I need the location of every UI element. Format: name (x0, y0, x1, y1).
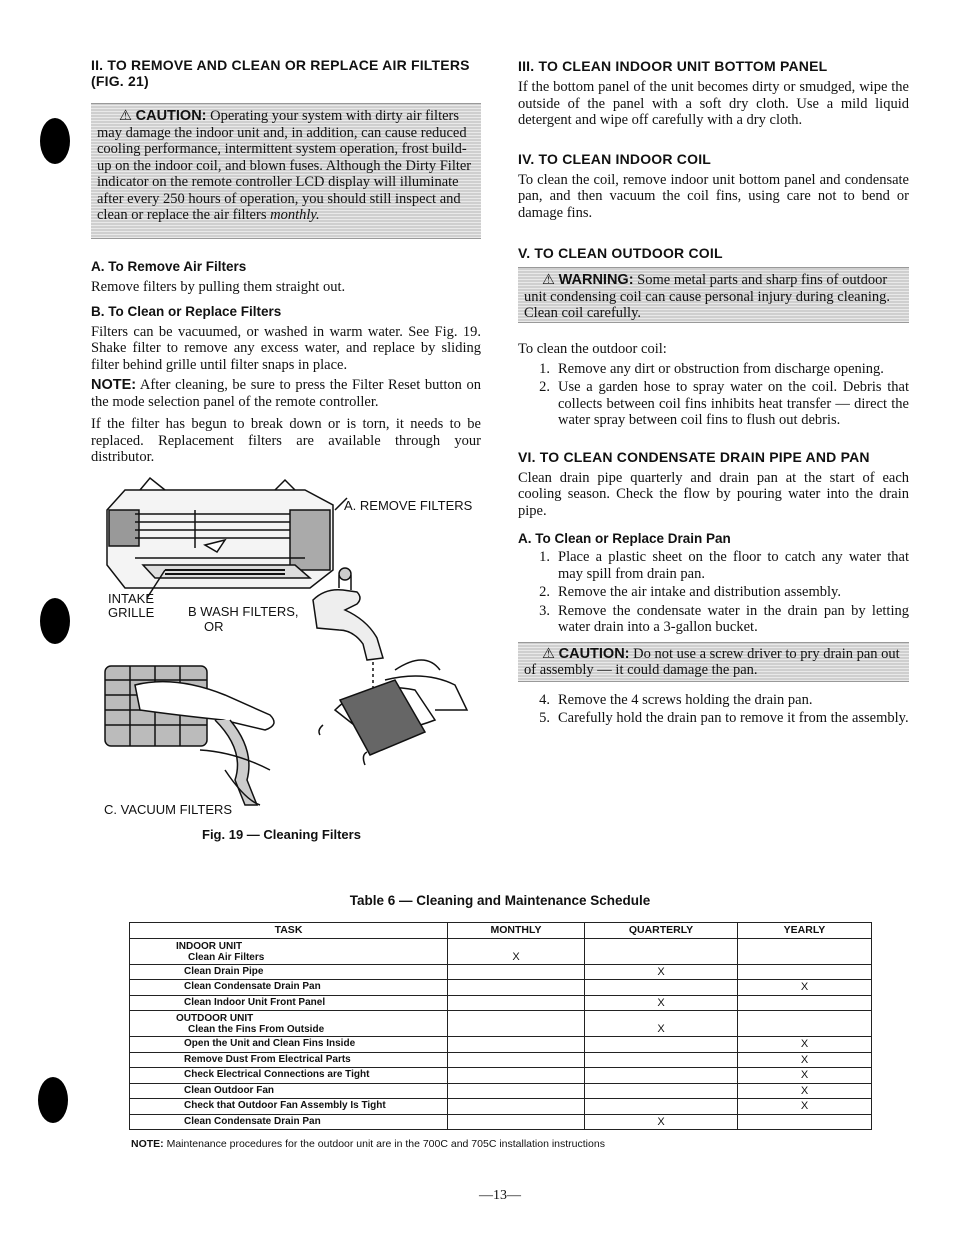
warning-text: Some metal parts and sharp fins of outdoor unit condensing coil can cause personal injury during cleaning. Clean coil carefully. (524, 272, 891, 321)
right-column (518, 58, 909, 729)
list-item: 4. Remove the 4 screws holding the drain pan. (539, 691, 813, 708)
table-row: INDOOR UNIT Clean Air Filters X (130, 938, 872, 964)
section-6a-steps (518, 549, 909, 636)
list-item: 3. Remove the condensate water in the drain pan by letting water drain into a 3-gallon bucket. (539, 602, 909, 635)
section-5-intro: To clean the outdoor coil: (518, 341, 667, 357)
col-monthly: MONTHLY (448, 923, 585, 939)
caution-icon: ⚠ (119, 108, 132, 124)
section-3-title: III. TO CLEAN INDOOR UNIT BOTTOM PANEL (518, 58, 828, 74)
caution-emphasis: monthly. (270, 207, 320, 223)
label-wash-filters: B WASH FILTERS, (188, 604, 299, 619)
subsection-b-text: Filters can be vacuumed, or washed in warm water. See Fig. 19. Shake filter to remove any excess water, and replace by sliding filter behind grille until filter snaps in place. (91, 323, 481, 373)
label-vacuum-filters: C. VACUUM FILTERS (104, 802, 233, 817)
caution-text: Do not use a screw driver to pry drain pan out of assembly — it could damage the pan. (524, 645, 900, 678)
warning-label: WARNING: (558, 272, 634, 288)
page-number: —13— (479, 1188, 521, 1203)
caution-icon: ⚠ (542, 645, 555, 662)
warning-icon: ⚠ (542, 272, 555, 288)
caution-box-filters (91, 103, 481, 239)
group-outdoor-unit: OUTDOOR UNIT (176, 1013, 254, 1024)
table-row: Check Electrical Connections are Tight X (130, 1068, 872, 1084)
table-header-row (130, 923, 872, 939)
table-note-text: Maintenance procedures for the outdoor unit are in the 700C and 705C installation instructions (166, 1138, 605, 1150)
note-paragraph: NOTE: After cleaning, be sure to press the Filter Reset button on the mode selection panel of the remote controller. (91, 377, 481, 410)
binder-hole-middle (40, 598, 70, 644)
table-row: OUTDOOR UNIT Clean the Fins From Outside X (130, 1011, 872, 1037)
figure-cleaning-filters (95, 470, 490, 850)
col-quarterly: QUARTERLY (585, 923, 738, 939)
section-5-title: V. TO CLEAN OUTDOOR COIL (518, 245, 723, 261)
table-row: Check that Outdoor Fan Assembly Is Tight X (130, 1099, 872, 1115)
table-title: Table 6 — Cleaning and Maintenance Schedule (349, 893, 651, 908)
col-yearly: YEARLY (738, 923, 872, 939)
maintenance-schedule-table (129, 922, 872, 1130)
list-item: 1. Place a plastic sheet on the floor to catch any water that may spill from drain pan. (539, 549, 909, 582)
section-6-title: VI. TO CLEAN CONDENSATE DRAIN PIPE AND PAN (518, 448, 870, 465)
section-2-title: II. TO REMOVE AND CLEAN OR REPLACE AIR FILTERS (FIG. 21) (91, 57, 470, 89)
left-column (91, 57, 481, 466)
subsection-b-title: B. To Clean or Replace Filters (91, 303, 282, 319)
list-item: 1. Remove any dirt or obstruction from discharge opening. (539, 360, 884, 377)
faucet-drawing (313, 568, 467, 765)
vacuum-drawing (105, 666, 274, 805)
list-item: 5. Carefully hold the drain pan to remove it from the assembly. (539, 710, 909, 726)
label-grille: GRILLE (108, 605, 155, 620)
warning-box-coil (518, 267, 909, 323)
section-4-title: IV. TO CLEAN INDOOR COIL (518, 150, 712, 167)
subsection-a-text: Remove filters by pulling them straight out. (91, 279, 346, 295)
binder-hole-top (40, 118, 70, 164)
subsection-a-title: A. To Remove Air Filters (91, 259, 247, 274)
subsection-b-text-2: If the filter has begun to break down or is torn, it needs to be replaced. Replacement filters are available through your distributor. (91, 416, 481, 465)
label-intake: INTAKE (108, 591, 154, 606)
list-item: 2. Remove the air intake and distribution assembly. (539, 584, 841, 600)
table-note (131, 1138, 605, 1150)
section-3-text: If the bottom panel of the unit becomes dirty or smudged, wipe the outside of the panel with a soft dry cloth. Use a mild liquid detergent and wipe off carefully with a dry cloth. (518, 79, 909, 128)
note-label: NOTE: (91, 377, 137, 393)
caution-label: CAUTION: (558, 645, 630, 662)
table-row: Clean Condensate Drain Pan X (130, 980, 872, 996)
caution-box-drain-pan (518, 642, 909, 682)
figure-caption: Fig. 19 — Cleaning Filters (202, 827, 361, 842)
list-item: 2. Use a garden hose to spray water on the coil. Debris that collects between coil fins inhibits heat transfer — direct the water spray between coil fins to flush out debris. (539, 379, 909, 428)
caution-label: CAUTION: (135, 108, 207, 124)
label-or: OR (204, 619, 224, 634)
section-6a-title: A. To Clean or Replace Drain Pan (518, 531, 731, 546)
figure-illustration (95, 470, 490, 815)
section-5-steps (518, 361, 909, 429)
section-6a-steps-continued (518, 692, 909, 727)
table-row: Clean Outdoor Fan X (130, 1083, 872, 1099)
binder-hole-bottom (38, 1077, 68, 1123)
table-row: Remove Dust From Electrical Parts X (130, 1052, 872, 1068)
indoor-unit-drawing (107, 478, 347, 598)
section-6-text: Clean drain pipe quarterly and drain pan at the start of each cooling season. Check the flow by pouring water into the drain pipe. (518, 469, 909, 519)
table-row: Clean Drain Pipe X (130, 964, 872, 980)
section-4-text: To clean the coil, remove indoor unit bottom panel and condensate pan, and then vacuum the coil fins, using care not to bend or damage fins. (518, 171, 909, 221)
group-indoor-unit: INDOOR UNIT (176, 940, 243, 952)
col-task: TASK (130, 923, 448, 939)
table-row: Clean Condensate Drain Pan X (130, 1114, 872, 1130)
label-remove-filters: A. REMOVE FILTERS (344, 498, 473, 513)
table-note-label: NOTE: (131, 1138, 164, 1150)
caution-text: Operating your system with dirty air filters may damage the indoor unit and, in addition, can cause reduced cooling performance, intermittent system operation, frost build-up on the indoor coil, and blown fuses. Although the Dirty Filter indicator on the remote controller LCD display will illuminate after every 250 hours of operation, you should still inspect and clean or replace the air filters (97, 108, 472, 223)
table-row: Clean Indoor Unit Front Panel X (130, 995, 872, 1011)
table-row: Open the Unit and Clean Fins Inside X (130, 1037, 872, 1053)
